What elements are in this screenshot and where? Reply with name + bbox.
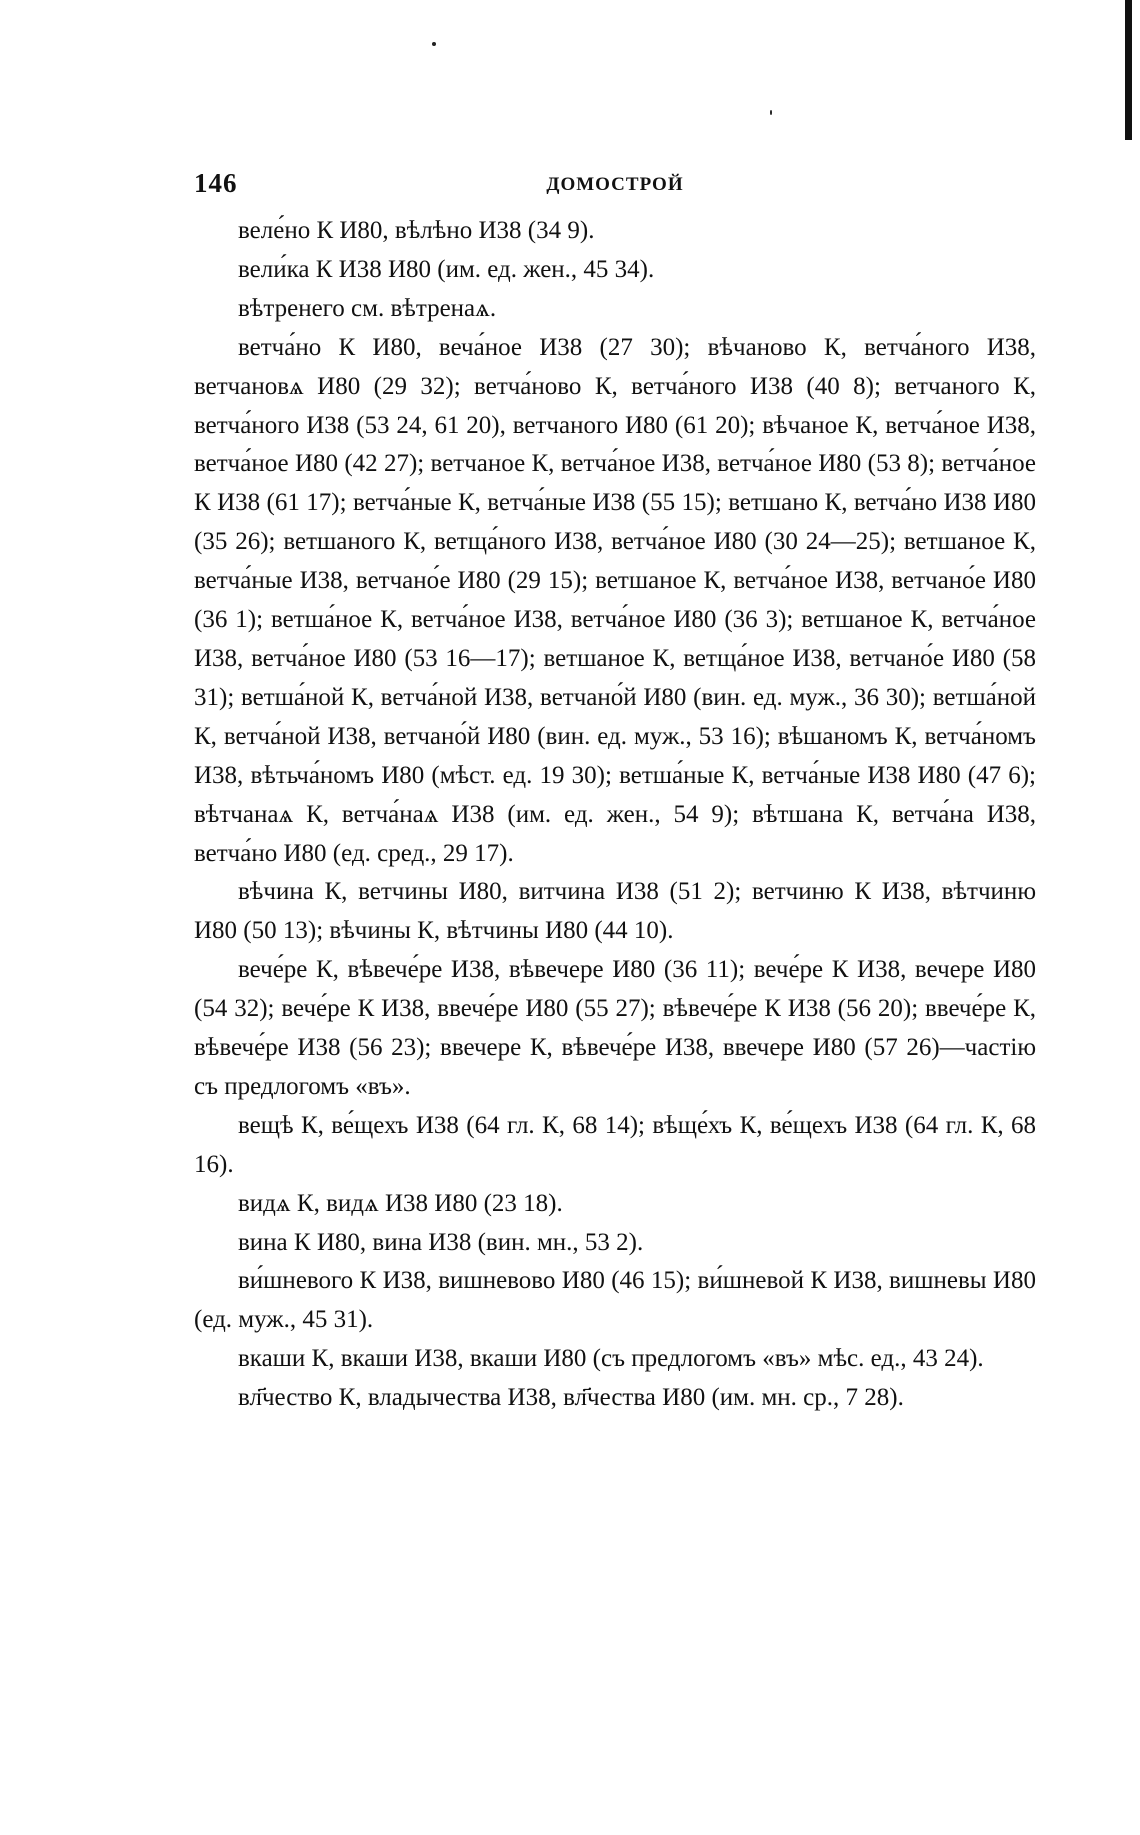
running-title: ДОМОСТРОЙ [546,174,684,195]
entry: вкаши К, вкаши И38, вкаши И80 (съ предлогомъ «въ» мѣс. ед., 43 24). [238,1345,984,1373]
entry: вече́ре К, вѣвече́ре И38, вѣвечере И80 (36 11); вече́ре К И38, вечере И80 (54 32); вече́ре К И38, ввече́ре И80 (55 27); вѣвече́ре К И38 (56 20); ввече́ре К, вѣвече́ре И38 (56 23); ввечере К, вѣвече́ре И38, ввечере И80 (57 26)—частію съ предлогомъ «въ». [194,956,1036,1100]
entry: вещѣ К, ве́щехъ И38 (64 гл. К, 68 14); вѣще́хъ К, ве́щехъ И38 (64 гл. К, 68 16). [194,1111,1036,1178]
entry: вѣчина К, ветчины И80, витчина И38 (51 2); ветчиню К И38, вѣтчиню И80 (50 13); вѣчины К, вѣтчины И80 (44 10). [194,878,1036,945]
entry: вл҃чество К, владычества И38, вл҃чества И80 (им. мн. ср., 7 28). [238,1384,904,1412]
entry: ветча́но К И80, веча́ное И38 (27 30); вѣчаново К, ветча́ного И38, ветчановѧ И80 (29 32); ветча́ново К, ветча́ного И38 (40 8); ветчаного К, ветча́ного И38 (53 24, 61 20), ветчаного И80 (61 20); вѣчаное К, ветча́ное И38, ветча́ное И80 (42 27); ветчаное К, ветча́ное И38, ветча́ное И80 (53 8); ветча́ное К И38 (61 17); ветча́ные К, ветча́ные И38 (55 15); ветшано К, ветча́но И38 И80 (35 26); ветшаного К, ветща́ного И38, ветча́ное И80 (30 24—25); ветшаное К, ветча́ные И38, ветчано́е И80 (29 15); ветшаное К, ветча́ное И38, ветчано́е И80 (36 1); ветша́ное К, ветча́ное И38, ветча́ное И80 (36 3); ветшаное К, ветча́ное И38, ветча́ное И80 (53 16—17); ветшаное К, ветща́ное И38, ветчано́е И80 (58 31); ветша́ной К, ветча́ной И38, ветчано́й И80 (вин. ед. муж., 36 30); ветша́ной К, ветча́ной И38, ветчано́й И80 (вин. ед. муж., 53 16); вѣшаномъ К, ветча́номъ И38, вѣтьча́номъ И80 (мѣст. ед. 19 30); ветша́ные К, ветча́ные И38 И80 (47 6); вѣтчанаѧ К, ветча́наѧ И38 (им. ед. жен., 54 9); вѣтшана К, ветча́на И38, ветча́но И80 (ед. сред., 29 17). [194,333,1036,867]
entry: вѣтренего см. вѣтренаѧ. [238,294,497,322]
scan-speck [432,42,436,46]
scan-speck [770,110,772,115]
page-edge-mark [1125,0,1132,140]
entry: ви́шневого К И38, вишневово И80 (46 15); ви́шневой К И38, вишневы И80 (ед. муж., 45 31). [194,1267,1036,1334]
entry: вели́ка К И38 И80 (им. ед. жен., 45 34). [238,255,655,283]
entry: веле́но К И80, вѣлѣно И38 (34 9). [238,217,595,244]
entry: вина К И80, вина И38 (вин. мн., 53 2). [238,1228,644,1256]
entry: видѧ К, видѧ И38 И80 (23 18). [238,1189,563,1217]
page-header [194,168,1036,208]
page-number: 146 [194,168,238,198]
dictionary-entries [194,212,1036,1418]
